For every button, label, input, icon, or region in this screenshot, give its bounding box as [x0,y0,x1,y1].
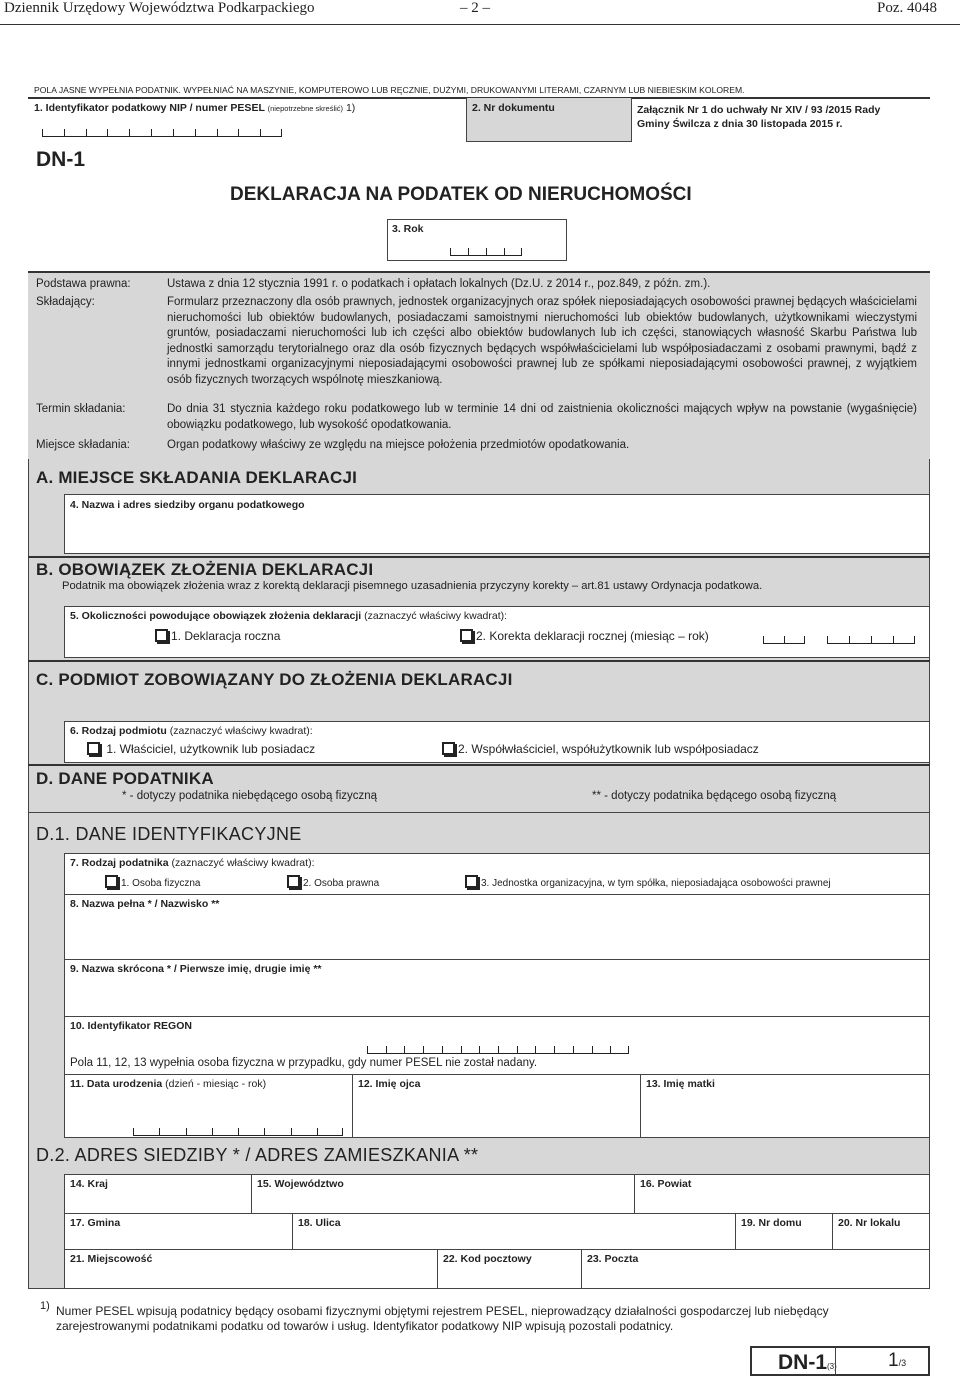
tick-mark [461,1046,462,1053]
tick-mark [423,1046,424,1053]
field-20-label: 20. Nr lokalu [838,1217,901,1229]
field-21-box[interactable] [64,1249,438,1289]
tick-mark [592,1046,593,1053]
birth-date-input[interactable] [133,1127,343,1136]
attachment-line-2: Gminy Świlcza z dnia 30 listopada 2015 r. [637,118,843,130]
checkbox-icon[interactable] [87,742,100,755]
tick-mark [159,1128,160,1135]
regon-input[interactable] [367,1045,629,1054]
field-14-label: 14. Kraj [70,1178,108,1190]
field-4-box[interactable] [64,494,930,554]
form-title: DEKLARACJA NA PODATEK OD NIERUCHOMOŚCI [230,184,692,205]
tick-mark [212,1128,213,1135]
form-code-footer [750,1346,930,1376]
tick-mark [129,129,130,136]
checkbox-icon[interactable] [465,875,478,888]
tick-mark [195,129,196,136]
tick-mark [238,1128,239,1135]
field-13-label: 13. Imię matki [646,1078,715,1090]
field-18-box[interactable] [292,1213,736,1250]
field-11-box [64,1074,353,1138]
section-d-note-1: * - dotyczy podatnika niebędącego osobą fizyczną [122,790,378,802]
option-co-owner[interactable]: 2. Współwłaściciel, współużytkownik lub współposiadacz [442,742,759,756]
tick-mark [442,1046,443,1053]
tick-mark [486,248,487,255]
page-number: – 2 – [460,0,490,16]
tick-mark [827,636,828,643]
deadline-text: Do dnia 31 stycznia każdego roku podatkowego lub w terminie 14 dni od zaistnienia okoliczności mających wpływ na powstanie (wygaśnięcie) obowiązku podatkowego, lub wysokość opodatkowania. [167,403,917,431]
field-10-box [64,1016,930,1075]
field-21-label: 21. Miejscowość [70,1253,153,1265]
field-22-box[interactable] [437,1249,582,1289]
checkbox-icon[interactable] [105,875,118,888]
field-4-label: 4. Nazwa i adres siedziby organu podatkowego [70,499,305,511]
tick-mark [521,248,522,255]
field-23-box[interactable] [581,1249,930,1289]
tick-mark [64,129,65,136]
tick-mark [404,1046,405,1053]
tick-mark [763,636,764,643]
footnote-marker: 1) [40,1300,50,1312]
tick-mark [291,1128,292,1135]
field-12-box[interactable] [352,1074,641,1138]
header-rule [0,24,960,25]
field-8-box[interactable] [64,894,930,960]
field-15-box[interactable] [251,1174,635,1214]
field-22-label: 22. Kod pocztowy [443,1253,532,1265]
field-14-box[interactable] [64,1174,252,1214]
field-19-box[interactable] [735,1213,833,1250]
tick-mark [498,1046,499,1053]
field-16-label: 16. Powiat [640,1178,692,1190]
position-number: Poz. 4048 [877,0,937,16]
tick-mark [573,1046,574,1053]
field-9-box[interactable] [64,959,930,1017]
tick-mark [264,1128,265,1135]
tick-mark [260,129,261,136]
tick-mark [367,1046,368,1053]
tick-mark [186,1128,187,1135]
pesel-note: Pola 11, 12, 13 wypełnia osoba fizyczna w przypadku, gdy numer PESEL nie został nadany. [70,1057,538,1069]
section-b-note: Podatnik ma obowiązek złożenia wraz z korektą deklaracji pisemnego uzasadnienia przyczyny korekty – art.81 ustawy Ordynacja podatkowa. [62,580,763,592]
checkbox-icon[interactable] [287,875,300,888]
option-organizational-unit[interactable]: 3. Jednostka organizacyjna, w tym spółka, nieposiadająca osobowości prawnej [465,875,831,889]
field-19-label: 19. Nr domu [741,1217,802,1229]
year-input[interactable] [450,247,522,256]
footer-code: DN-1(3) [778,1351,837,1374]
tick-mark [468,248,469,255]
year-box [387,219,567,261]
field-1-label: 1. Identyfikator podatkowy NIP / numer PESEL (niepotrzebne skreślić) 1) [34,102,356,114]
field-23-label: 23. Poczta [587,1253,639,1265]
field-9-label: 9. Nazwa skrócona * / Pierwsze imię, drugie imię ** [70,963,322,975]
tick-mark [628,1046,629,1053]
tick-mark [517,1046,518,1053]
section-d1-title: D.1. DANE IDENTYFIKACYJNE [36,824,302,844]
tick-mark [479,1046,480,1053]
field-11-label: 11. Data urodzenia (dzień - miesiąc - rok) [70,1078,267,1090]
checkbox-icon[interactable] [155,629,168,642]
section-d-title: D. DANE PODATNIKA [36,769,214,788]
field-17-label: 17. Gmina [70,1217,121,1229]
footer-page: 1/3 [888,1350,907,1371]
section-c-rule [28,660,930,662]
field-20-box[interactable] [832,1213,930,1250]
tick-mark [151,129,152,136]
field-3-label: 3. Rok [392,223,424,235]
checkbox-icon[interactable] [442,742,455,755]
tick-mark [217,129,218,136]
checkbox-icon[interactable] [460,629,473,642]
fill-instruction: POLA JASNE WYPEŁNIA PODATNIK. WYPEŁNIAĆ NA MASZYNIE, KOMPUTEROWO LUB RĘCZNIE, DUŻYMI, DRUKOWANYMI LITERAMI, CZARNYM LUB NIEBIESKIM KOLOREM. [34,85,745,95]
field-13-box[interactable] [640,1074,930,1138]
tick-mark [893,636,894,643]
tick-mark [238,129,239,136]
correction-year-input[interactable] [827,635,915,644]
tick-mark [610,1046,611,1053]
field-7-label: 7. Rodzaj podatnika (zaznaczyć właściwy kwadrat): [70,857,315,869]
section-a-title: A. MIEJSCE SKŁADANIA DEKLARACJI [36,468,358,487]
field-16-box[interactable] [634,1174,930,1214]
option-annual-declaration[interactable]: 1. Deklaracja roczna [155,629,280,643]
section-d1-rule [28,812,930,813]
tick-mark [849,636,850,643]
legal-basis-label: Podstawa prawna: [36,278,131,290]
field-7-box [64,853,930,895]
tick-mark [784,636,785,643]
field-17-box[interactable] [64,1213,293,1250]
section-c-title: C. PODMIOT ZOBOWIĄZANY DO ZŁOŻENIA DEKLARACJI [36,670,513,689]
option-owner[interactable]: 1. Właściciel, użytkownik lub posiadacz [87,742,315,756]
footer-divider [835,1348,836,1374]
tick-mark [554,1046,555,1053]
section-d2-title: D.2. ADRES SIEDZIBY * / ADRES ZAMIESZKANIA ** [36,1145,479,1165]
tick-mark [914,636,915,643]
place-text: Organ podatkowy właściwy ze względu na miejsce położenia przedmiotów opodatkowania. [167,439,630,451]
tick-mark [804,636,805,643]
section-d-note-2: ** - dotyczy podatnika będącego osobą fizyczną [592,790,837,802]
field-5-label: 5. Okoliczności powodujące obowiązek złożenia deklaracji (zaznaczyć właściwy kwadrat): [70,610,508,622]
tick-mark [317,1128,318,1135]
tick-mark [86,129,87,136]
field-10-label: 10. Identyfikator REGON [70,1020,192,1032]
tick-mark [342,1128,343,1135]
field-5-box [64,606,930,658]
field-6-label: 6. Rodzaj podmiotu (zaznaczyć właściwy kwadrat): [70,725,313,737]
tick-mark [871,636,872,643]
field-2-label: 2. Nr dokumentu [472,102,555,114]
submitter-text: Formularz przeznaczony dla osób prawnych, jednostek organizacyjnych oraz spółek nieposiadających osobowości prawnej będących właścicielami nieruchomości lub obiektów budowlanych, posiadaczami samoistnymi nieruchomości lub obiektów budowlanych, użytkownikami wieczystymi gruntów, posiadaczami nieruchomości lub ich części albo obiektów budowlanych lub ich części, stanowiących własność Skarbu Państwa lub jednostki samorządu terytorialnego oraz dla osób fizycznych będących współwłaścicielami lub współposiadaczami z osobami prawnymi, bądź z innymi jednostkami organizacyjnymi nieposiadającymi osobowości prawnej lub ze spółkami nieposiadającymi osobowości prawnej, z wyjątkiem osób fizycznych tworzących wspólnotę mieszkaniową. [167,296,917,386]
option-legal-person[interactable]: 2. Osoba prawna [287,875,379,889]
tick-mark [535,1046,536,1053]
tick-mark [386,1046,387,1053]
deadline-label: Termin składania: [36,403,126,415]
journal-title: Dziennik Urzędowy Województwa Podkarpackiego [4,0,315,16]
form-code: DN-1 [36,148,86,171]
option-natural-person[interactable]: 1. Osoba fizyczna [105,875,200,889]
tick-mark [504,248,505,255]
section-b-rule [28,556,930,558]
option-correction[interactable]: 2. Korekta deklaracji rocznej (miesiąc – rok) [460,629,709,643]
nip-pesel-input[interactable] [42,128,282,137]
submitter-label: Składający: [36,296,95,308]
section-d-rule [28,764,930,766]
document-number-box [466,98,632,142]
tick-mark [281,129,282,136]
field-8-label: 8. Nazwa pełna * / Nazwisko ** [70,898,220,910]
footnote-text: Numer PESEL wpisują podatnicy będący osobami fizycznymi objętymi rejestrem PESEL, nieprowadzący działalności gospodarczej lub niebędący zarejestrowanymi podatnikami podatku od towarów i usług. Identyfikator podatkowy NIP wpisują pozostali podatnicy. [56,1304,829,1333]
field-12-label: 12. Imię ojca [358,1078,421,1090]
tick-mark [42,129,43,136]
correction-month-input[interactable] [763,635,805,644]
tick-mark [107,129,108,136]
section-b-title: B. OBOWIĄZEK ZŁOŻENIA DEKLARACJI [36,560,374,579]
field-18-label: 18. Ulica [298,1217,341,1229]
field-15-label: 15. Województwo [257,1178,344,1190]
attachment-line-1: Załącznik Nr 1 do uchwały Nr XIV / 93 /2015 Rady [637,104,881,116]
place-label: Miejsce składania: [36,439,130,451]
tick-mark [133,1128,134,1135]
field-6-box [64,721,930,763]
tick-mark [450,248,451,255]
tick-mark [173,129,174,136]
legal-basis-text: Ustawa z dnia 12 stycznia 1991 r. o podatkach i opłatach lokalnych (Dz.U. z 2014 r., poz.849, z późn. zm.). [167,278,711,290]
